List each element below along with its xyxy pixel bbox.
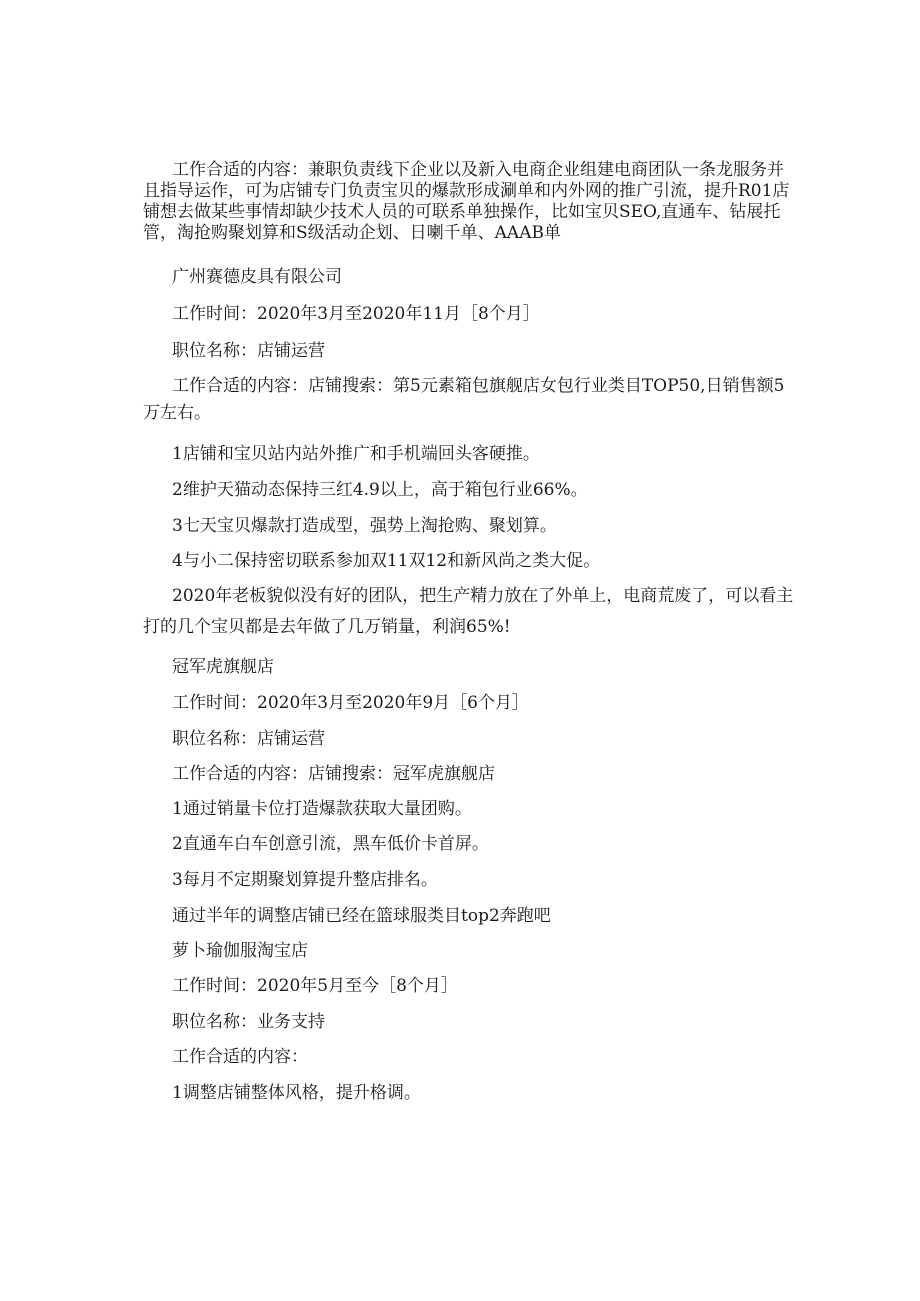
job1-summary-line: 打的几个宝贝都是去年做了几万销量，利润65%! bbox=[143, 617, 511, 637]
job1-content-line: 工作合适的内容：店铺搜索：第5元素箱包旗舰店女包行业类目TOP50,日销售额5 bbox=[172, 376, 785, 396]
job3-position: 职位名称：业务支持 bbox=[172, 1012, 325, 1032]
job2-time: 工作时间：2020年3月至2020年9月［6个月］ bbox=[172, 693, 529, 713]
job1-content bbox=[143, 376, 793, 424]
job1-summary-line: 2020年老板貌似没有好的团队，把生产精力放在了外单上，电商荒废了，可以看主 bbox=[172, 586, 794, 606]
job1-position: 职位名称：店铺运营 bbox=[172, 341, 325, 361]
job1-content-line: 万左右。 bbox=[143, 403, 211, 423]
job3-content: 工作合适的内容： bbox=[172, 1047, 308, 1067]
job1-item: 3七天宝贝爆款打造成型，强势上淘抢购、聚划算。 bbox=[172, 516, 557, 536]
job1-time: 工作时间：2020年3月至2020年11月［8个月］ bbox=[172, 304, 540, 324]
intro-line: 铺想去做某些事情却缺少技术人员的可联系单独操作，比如宝贝SEO,直通车、钻展托 bbox=[143, 202, 781, 222]
job3-time: 工作时间：2020年5月至今［8个月］ bbox=[172, 976, 458, 996]
intro-line: 管，淘抢购聚划算和S级活动企划、日喇千单、AAAB单 bbox=[143, 223, 561, 243]
intro-line: 工作合适的内容：兼职负责线下企业以及新入电商企业组建电商团队一条龙服务并 bbox=[172, 160, 784, 180]
job1-item: 2维护天猫动态保持三红4.9以上，高于箱包行业66%。 bbox=[172, 480, 588, 500]
job2-company: 冠军虎旗舰店 bbox=[172, 657, 274, 677]
job1-item: 1店铺和宝贝站内站外推广和手机端回头客硬推。 bbox=[172, 444, 540, 464]
job3-item: 1调整店铺整体风格，提升格调。 bbox=[172, 1083, 421, 1103]
job3-company: 萝卜瑜伽服淘宝店 bbox=[172, 941, 308, 961]
job1-summary bbox=[143, 586, 793, 638]
job2-content: 工作合适的内容：店铺搜索：冠军虎旗舰店 bbox=[172, 764, 495, 784]
intro-paragraph bbox=[143, 160, 793, 244]
job2-item: 3每月不定期聚划算提升整店排名。 bbox=[172, 870, 438, 890]
job2-item: 2直通车白车创意引流，黑车低价卡首屏。 bbox=[172, 834, 489, 854]
job2-position: 职位名称：店铺运营 bbox=[172, 729, 325, 749]
job1-item: 4与小二保持密切联系参加双11双12和新风尚之类大促。 bbox=[172, 551, 601, 571]
job2-item: 1通过销量卡位打造爆款获取大量团购。 bbox=[172, 799, 472, 819]
intro-line: 且指导运作，可为店铺专门负责宝贝的爆款形成涮单和内外网的推广引流，提升R01店 bbox=[143, 181, 790, 201]
job1-company: 广州赛德皮具有限公司 bbox=[172, 267, 342, 287]
job2-summary: 通过半年的调整店铺已经在篮球服类目top2奔跑吧 bbox=[172, 906, 551, 926]
